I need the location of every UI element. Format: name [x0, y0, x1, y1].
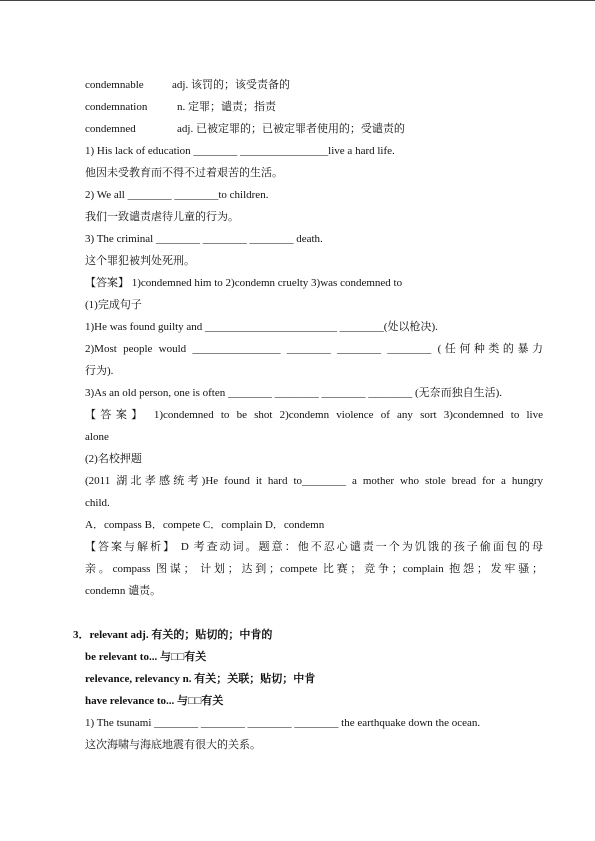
section2-question: (2011 湖北孝感统考)He found it hard to________ a mother who stole bread for a hungry	[85, 475, 543, 487]
page-top-border	[0, 0, 595, 1]
vocab-word: condemnable	[85, 79, 144, 91]
spacer	[85, 602, 543, 624]
section2-options: A．compass B．compete C．complain D．condemn	[85, 519, 325, 531]
vocab-condemnation	[85, 96, 543, 118]
section-title-complete-sentences: (1)完成句子	[85, 299, 142, 311]
section2-analysis-cont: 亲。compass 图谋； 计划；达到；compete 比赛；竞争；complain 抱怨；发牢骚；	[85, 563, 543, 575]
item3-translation-1: 这次海啸与海底地震有很大的关系。	[85, 739, 261, 751]
exercise-answer: 【答案】 1)condemned him to 2)condemn cruelty 3)was condemned to	[85, 277, 403, 289]
section1-answer-cont: alone	[85, 431, 109, 443]
exercise-question-2: 2) We all ________ ________to children.	[85, 189, 269, 201]
item3-phrase-1: be relevant to... 与□□有关	[85, 651, 207, 663]
vocab-definition: n. 定罪；谴责；指责	[177, 101, 276, 113]
exercise-translation-2: 我们一致谴责虐待儿童的行为。	[85, 211, 239, 223]
item3-phrase-2: relevance, relevancy n. 有关；关联；贴切；中肯	[85, 673, 316, 685]
document-page	[73, 74, 543, 756]
section2-question-cont: child.	[85, 497, 110, 509]
exercise-translation-3: 这个罪犯被判处死刑。	[85, 255, 195, 267]
vocab-word: condemnation	[85, 101, 148, 113]
section1-question-2: 2)Most people would ________________ ________ ________ ________ (任何种类的暴力	[85, 343, 543, 355]
section1-question-1: 1)He was found guilty and ________________________ ________(处以枪决).	[85, 321, 438, 333]
section2-analysis: 【答案与解析】 D 考查动词。题意：他不忍心谴责一个为饥饿的孩子偷面包的母	[85, 541, 543, 553]
vocab-word: condemned	[85, 123, 136, 135]
item3-heading: 3．relevant adj. 有关的；贴切的；中肯的	[73, 629, 273, 641]
section1-question-3: 3)As an old person, one is often ________ ________ ________ ________ (无奈而独自生活).	[85, 387, 503, 399]
section1-question-2-cont: 行为).	[85, 365, 114, 377]
exercise-translation-1: 他因未受教育而不得不过着艰苦的生活。	[85, 167, 283, 179]
item3-phrase-3: have relevance to... 与□□有关	[85, 695, 224, 707]
exercise-question-3: 3) The criminal ________ ________ ________ death.	[85, 233, 323, 245]
vocab-condemned	[85, 118, 543, 140]
vocab-definition: adj. 该罚的；该受责备的	[172, 79, 290, 91]
vocab-condemnable	[85, 74, 543, 96]
item3-question-1: 1) The tsunami ________ ________ ________ ________ the earthquake down the ocean.	[85, 717, 481, 729]
section2-analysis-end: condemn 谴责。	[85, 585, 162, 597]
vocab-definition: adj. 已被定罪的；已被定罪者使用的；受谴责的	[177, 123, 405, 135]
section1-answer: 【答案】 1)condemned to be shot 2)condemn violence of any sort 3)condemned to live	[85, 409, 543, 421]
section-title-exam-question: (2)名校押题	[85, 453, 142, 465]
exercise-question-1: 1) His lack of education ________ ________________live a hard life.	[85, 145, 395, 157]
